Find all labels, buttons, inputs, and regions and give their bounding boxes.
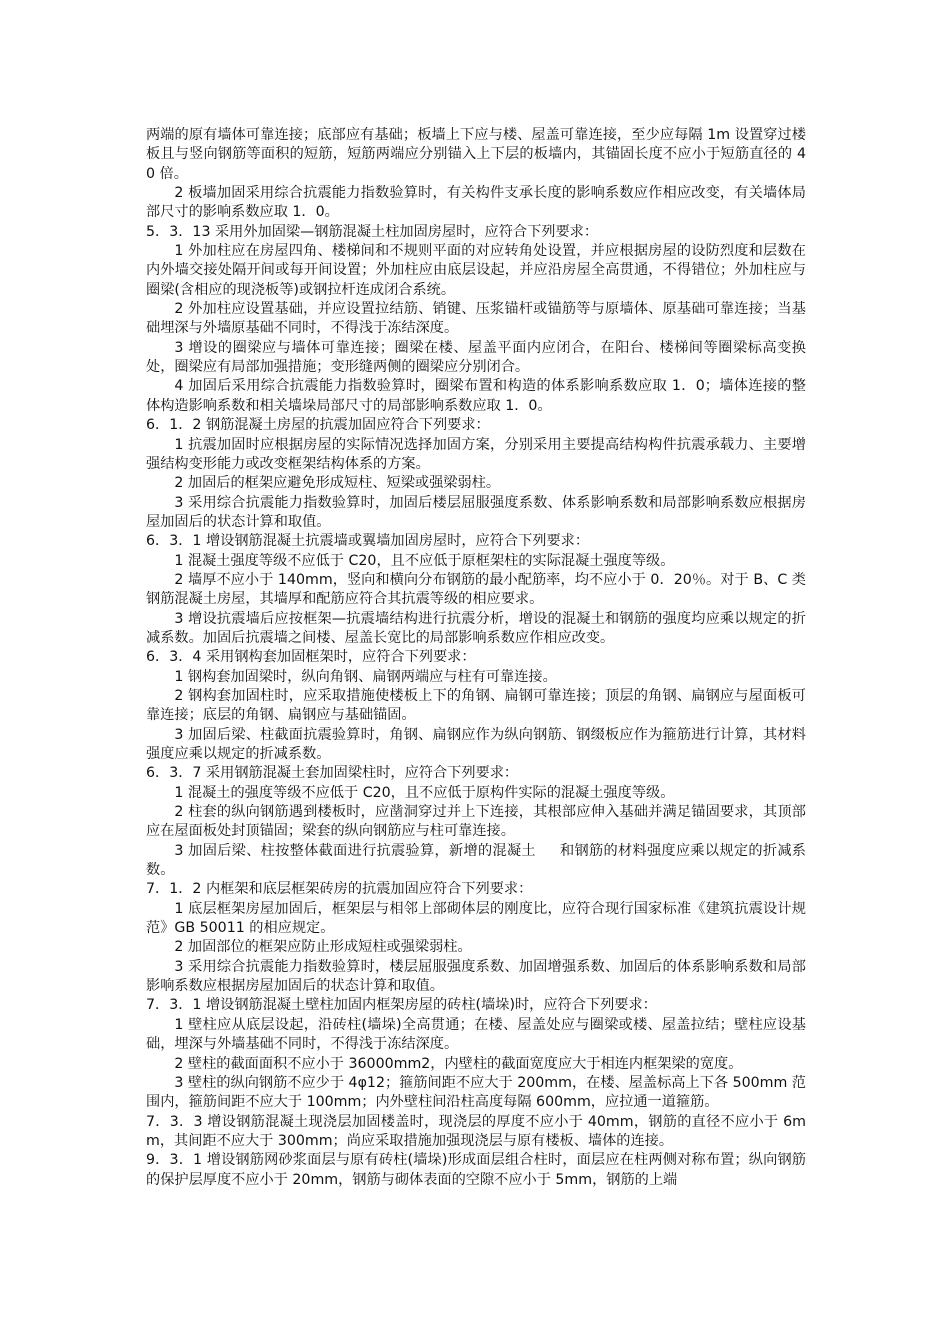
- clause-heading: 6．3．4 采用钢构套加固框架时，应符合下列要求：: [146, 649, 476, 666]
- list-item: 2 壁柱的截面面积不应小于 36000mm2，内壁柱的截面宽度应大于相连内框架梁的宽度。: [174, 1055, 743, 1072]
- list-item: 3 采用综合抗震能力指数验算时，楼层屈服强度系数、加固增强系数、加固后的体系影响系数和局部影响系数应根据房屋加固后的状态计算和取值。: [146, 958, 806, 995]
- clause-heading: 5．3．13 采用外加固梁—钢筋混凝土柱加固房屋时，应符合下列要求：: [146, 223, 599, 240]
- list-item: 3 增设的圈梁应与墙体可靠连接；圈梁在楼、屋盖平面内应闭合，在阳台、楼梯间等圈梁标高变换处，圈梁应有局部加强措施；变形缝两侧的圈梁应分别闭合。: [146, 339, 806, 376]
- clause-heading: 9．3．1 增设钢筋网砂浆面层与原有砖柱(墙垛)形成面层组合柱时，面层应在柱两侧对称布置；纵向钢筋的保护层厚度不应小于 20mm，钢筋与砌体表面的空隙不应小于 5mm，钢筋的上端: [146, 1152, 806, 1188]
- clause-heading: 6．3．1 增设钢筋混凝土抗震墙或翼墙加固房屋时，应符合下列要求：: [146, 533, 590, 550]
- list-item: 1 混凝土强度等级不应低于 C20，且不应低于原框架柱的实际混凝土强度等级。: [174, 552, 675, 569]
- list-item: 1 钢构套加固梁时，纵向角钢、扁钢两端应与柱有可靠连接。: [174, 668, 557, 685]
- list-item: 4 加固后采用综合抗震能力指数验算时，圈梁布置和构造的体系影响系数应取 1．0；墙体连接的整体构造影响系数和相关墙垛局部尺寸的局部影响系数应取 1．0。: [146, 378, 806, 414]
- list-item: 2 外加柱应设置基础，并应设置拉结筋、销键、压浆锚杆或锚筋等与原墙体、原基础可靠连接；当基础埋深与外墙原基础不同时，不得浅于冻结深度。: [146, 301, 806, 337]
- list-item: 1 混凝土的强度等级不应低于 C20，且不应低于原构件实际的混凝土强度等级。: [174, 784, 675, 801]
- document-body: [146, 126, 806, 1190]
- list-item: 2 钢构套加固柱时，应采取措施使楼板上下的角钢、扁钢可靠连接；顶层的角钢、扁钢应与屋面板可靠连接；底层的角钢、扁钢应与基础锚固。: [146, 687, 806, 724]
- clause-heading: 6．1．2 钢筋混凝土房屋的抗震加固应符合下列要求：: [146, 417, 490, 434]
- clause-heading: 7．3．3 增设钢筋混凝土现浇层加固楼盖时，现浇层的厚度不应小于 40mm，钢筋的直径不应小于 6mm，其间距不应大于 300mm；尚应采取措施加强现浇层与原有楼板、墙体的连接。: [146, 1113, 806, 1149]
- list-item: 3 加固后梁、柱按整体截面进行抗震验算，新增的混凝土 和钢筋的材料强度应乘以规定的折减系数。: [146, 842, 806, 879]
- clause-heading: 7．3．1 增设钢筋混凝土壁柱加固内框架房屋的砖柱(墙垛)时，应符合下列要求：: [146, 997, 657, 1014]
- list-item: 2 墙厚不应小于 140mm，竖向和横向分布钢筋的最小配筋率，均不应小于 0．20％。对于 B、C 类钢筋混凝土房屋，其墙厚和配筋应符合其抗震等级的相应要求。: [146, 571, 806, 608]
- list-item: 1 抗震加固时应根据房屋的实际情况选择加固方案，分别采用主要提高结构构件抗震承载力、主要增强结构变形能力或改变框架结构体系的方案。: [146, 436, 806, 472]
- list-item: 2 加固后的框架应避免形成短柱、短梁或强梁弱柱。: [174, 475, 501, 492]
- clause-heading: 6．3．7 采用钢筋混凝土套加固梁柱时，应符合下列要求：: [146, 765, 519, 782]
- list-item: 1 壁柱应从底层设起，沿砖柱(墙垛)全高贯通；在楼、屋盖处应与圈梁或楼、屋盖拉结；壁柱应设基础，埋深与外墙基础不同时，不得浅于冻结深度。: [146, 1016, 806, 1053]
- list-item: 3 壁柱的纵向钢筋不应少于 4φ12；箍筋间距不应大于 200mm，在楼、屋盖标高上下各 500mm 范围内，箍筋间距不应大于 100mm；内外壁柱间沿柱高度每隔 600mm，应拉通一道箍筋。: [146, 1074, 806, 1111]
- list-item: 2 柱套的纵向钢筋遇到楼板时，应凿洞穿过并上下连接，其根部应伸入基础并满足锚固要求，其顶部应在屋面板处封顶锚固；梁套的纵向钢筋应与柱可靠连接。: [146, 804, 806, 840]
- list-item: 2 板墙加固采用综合抗震能力指数验算时，有关构件支承长度的影响系数应作相应改变，有关墙体局部尺寸的影响系数应取 1．0。: [146, 185, 806, 221]
- list-item: 3 加固后梁、柱截面抗震验算时，角钢、扁钢应作为纵向钢筋、钢缀板应作为箍筋进行计算，其材料强度应乘以规定的折减系数。: [146, 726, 806, 762]
- clause-heading: 7．1．2 内框架和底层框架砖房的抗震加固应符合下列要求：: [146, 881, 533, 898]
- list-item: 1 底层框架房屋加固后，框架层与相邻上部砌体层的刚度比，应符合现行国家标准《建筑抗震设计规范》GB 50011 的相应规定。: [146, 900, 806, 937]
- list-item: 3 采用综合抗震能力指数验算时，加固后楼层屈服强度系数、体系影响系数和局部影响系数应根据房屋加固后的状态计算和取值。: [146, 494, 806, 530]
- clause-heading: 两端的原有墙体可靠连接；底部应有基础；板墙上下应与楼、屋盖可靠连接，至少应每隔 1m 设置穿过楼板且与竖向钢筋等面积的短筋，短筋两端应分别锚入上下层的板墙内，其锚固长度不应小于短筋直径的 40 倍。: [146, 127, 806, 182]
- list-item: 3 增设抗震墙后应按框架—抗震墙结构进行抗震分析，增设的混凝土和钢筋的强度均应乘以规定的折减系数。加固后抗震墙之间楼、屋盖长宽比的局部影响系数应作相应改变。: [146, 610, 806, 646]
- list-item: 2 加固部位的框架应防止形成短柱或强梁弱柱。: [174, 939, 472, 956]
- list-item: 1 外加柱应在房屋四角、楼梯间和不规则平面的对应转角处设置，并应根据房屋的设防烈度和层数在内外墙交接处隔开间或每开间设置；外加柱应由底层设起，并应沿房屋全高贯通，不得错位；外加柱应与圈梁(含相应的现浇板等)或钢拉杆连成闭合系统。: [146, 243, 806, 298]
